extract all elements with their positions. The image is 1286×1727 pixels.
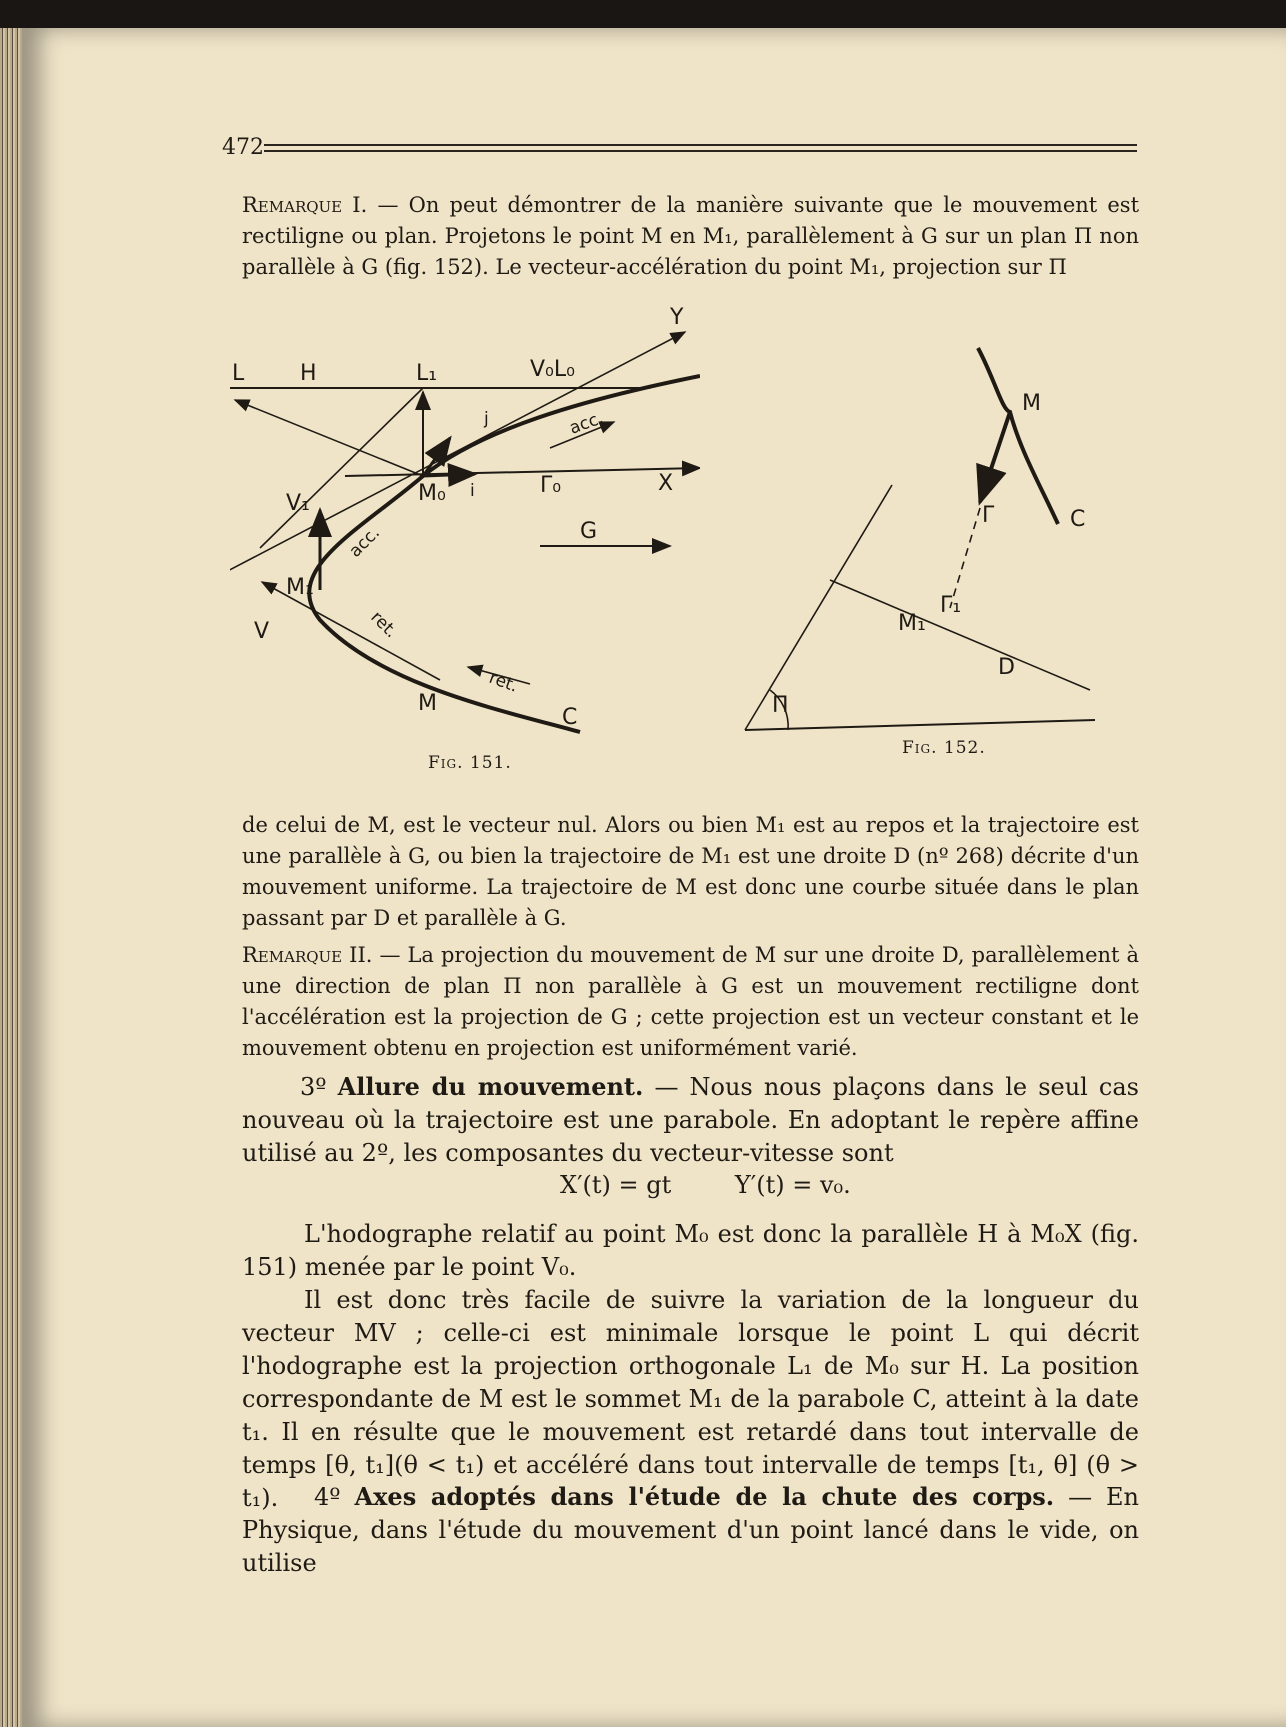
label-ret-left: ret.: [366, 607, 402, 643]
label-D: D: [998, 655, 1015, 680]
page-number: 472: [222, 135, 264, 160]
label-i: i: [470, 481, 475, 501]
label-L: L: [232, 361, 245, 386]
label-Gamma: Γ: [982, 503, 995, 528]
label-Pi: Π: [772, 693, 789, 718]
figure-152: [740, 340, 1100, 740]
page-header: [222, 135, 1137, 160]
figure-151: [230, 300, 700, 770]
plane-base: [745, 720, 1095, 730]
formula-y: Y′(t) = v₀.: [734, 1171, 851, 1199]
label-G: G: [580, 519, 598, 544]
curve-c: [978, 348, 1058, 524]
remarque-1-text: — On peut démontrer de la manière suivante que le mouvement est rectiligne ou plan. Projetons le point M en M₁, parallèlement à G sur un plan Π non parallèle à G (fig. 152). Le vecteur-accélération du point M₁, projection sur Π: [242, 193, 1140, 279]
book-page-edge: [0, 28, 22, 1727]
label-X: X: [658, 471, 674, 496]
formula-x: X′(t) = gt: [560, 1171, 672, 1199]
remarque-2-label: Remarque II.: [242, 943, 373, 967]
ml-vector: [235, 400, 423, 476]
label-Gamma0: Γ₀: [540, 473, 562, 498]
plane-edge: [745, 485, 892, 730]
section-4-number: 4º: [314, 1483, 341, 1511]
section-3-text: — Nous nous plaçons dans le seul cas nouveau où la trajectoire est une parabole. En adoptant le repère affine utilisé au 2º, les composantes du vecteur-vitesse sont: [242, 1073, 1139, 1167]
remarque-2-text: — La projection du mouvement de M sur une droite D, parallèlement à une direction de plan Π non parallèle à G est un mouvement rectiligne dont l'accélération est la projection de G ; cette projection est un vecteur constant et le mouvement obtenu en projection est uniformément varié.: [242, 943, 1139, 1060]
remarque-2: [242, 940, 1139, 1064]
paragraph-hodographe: L'hodographe relatif au point M₀ est donc la parallèle H à M₀X (fig. 151) menée par le point V₀.: [242, 1220, 1139, 1281]
remarque-1-label: Remarque I.: [242, 193, 368, 217]
label-Y: Y: [670, 305, 684, 330]
label-H: H: [300, 361, 317, 386]
label-V: V: [254, 619, 270, 644]
remarque-1: [242, 190, 1139, 283]
label-M-152: M: [1022, 391, 1041, 416]
paragraph-continue: de celui de M, est le vecteur nul. Alors ou bien M₁ est au repos et la trajectoire est une parallèle à G, ou bien la trajectoire de M₁ est une droite D (nº 268) décrite d'un mouvement uniforme. La trajectoire de M est donc une courbe située dans le plan passant par D et parallèle à G.: [242, 813, 1139, 930]
header-rule: [264, 144, 1137, 152]
label-M1: M₁: [286, 575, 314, 600]
figure-151-caption: Fig. 151.: [428, 753, 512, 773]
label-M0: M₀: [418, 481, 446, 506]
label-V1: V₁: [286, 491, 310, 516]
i-vector: [423, 474, 475, 476]
label-acc-left: acc.: [345, 522, 384, 562]
section-4-text: — En Physique, dans l'étude du mouvement d'un point lancé dans le vide, on utilise: [242, 1483, 1139, 1577]
section-3-number: 3º: [300, 1073, 327, 1101]
label-M1-152: M₁: [898, 611, 926, 636]
tangent-line: [260, 388, 423, 548]
figure-152-caption: Fig. 152.: [902, 738, 986, 758]
label-C-152: C: [1070, 507, 1086, 532]
x-axis: [345, 468, 700, 476]
label-V0L0: V₀L₀: [530, 357, 575, 382]
label-M: M: [418, 691, 437, 716]
label-acc-top: acc.: [566, 408, 607, 439]
label-Gamma1: Γ₁: [940, 593, 962, 618]
label-j: j: [484, 409, 489, 429]
section-4-title: Axes adoptés dans l'étude de la chute des corps.: [354, 1482, 1055, 1511]
section-4: [242, 1480, 1139, 1580]
section-3: [242, 1070, 1139, 1170]
gamma-vector: [980, 412, 1010, 502]
section-3-title: Allure du mouvement.: [337, 1072, 644, 1101]
velocity-formula: [560, 1171, 907, 1199]
label-L1: L₁: [416, 361, 438, 386]
paragraph-minimale: Il est donc très facile de suivre la variation de la longueur du vecteur MV ; celle-ci est minimale lorsque le point L qui décrit l'hodographe est la projection orthogonale L₁ de M₀ sur H. La position correspondante de M est le sommet M₁ de la parabole C, atteint à la date t₁. Il en résulte que le mouvement est retardé dans tout intervalle de temps [θ, t₁](θ < t₁) et accéléré dans tout intervalle de temps [t₁, θ] (θ > t₁).: [242, 1286, 1139, 1512]
label-ret-bottom: ret.: [486, 667, 521, 697]
label-C: C: [562, 705, 578, 730]
